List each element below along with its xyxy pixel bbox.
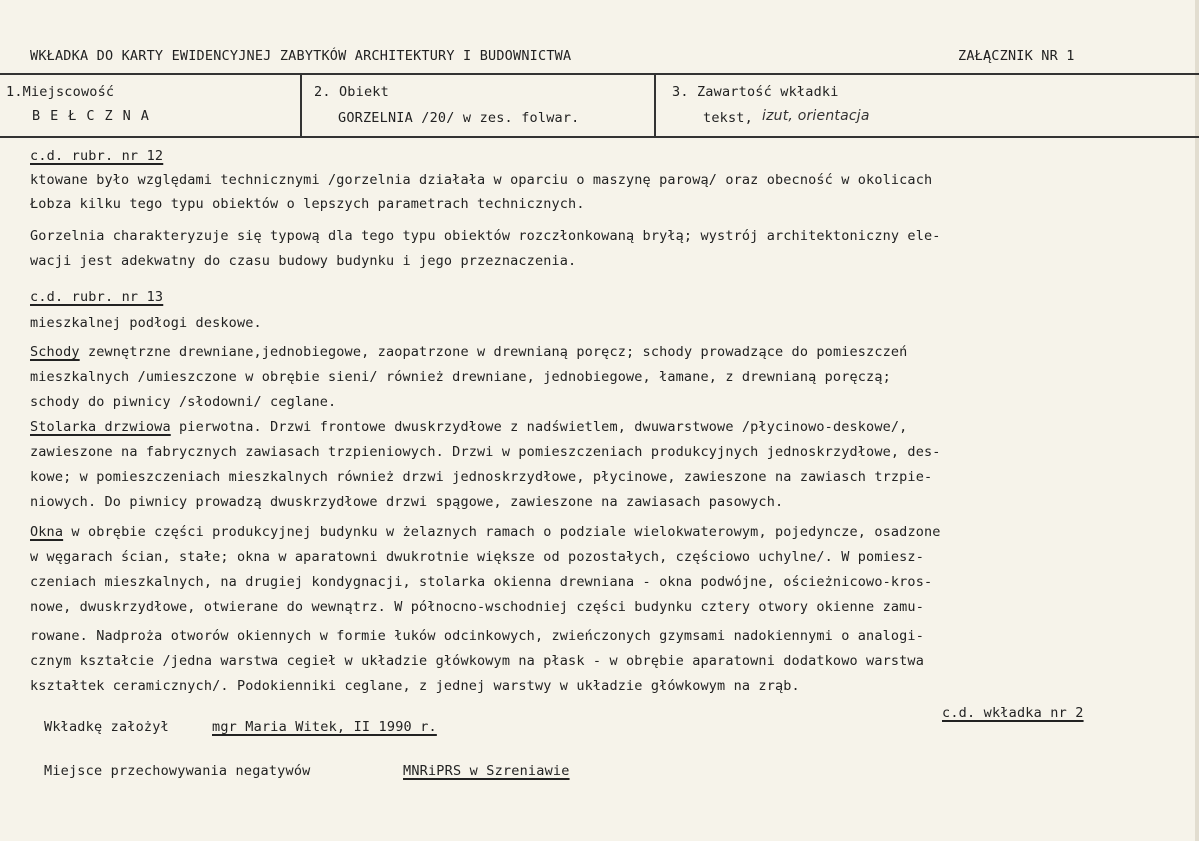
prepared-by-label: Wkładkę założył (44, 719, 169, 735)
section-13-line: w węgarach ścian, stałe; okna w aparatowni dwukrotnie większe od pozostałych, częściowo uchylne/. W pomiesz- (30, 549, 924, 565)
section-13-line: kowe; w pomieszczeniach mieszkalnych również drzwi jednoskrzydłowe, płycinowe, zawieszone na zawiasch trzpie- (30, 469, 933, 485)
section-13-line: niowych. Do piwnicy prowadzą dwuskrzydłowe drzwi spągowe, zawieszone na zawiasach pasowych. (30, 494, 784, 510)
section-12-line: Łobza kilku tego typu obiektów o lepszych parametrach technicznych. (30, 196, 585, 212)
section-13-line: czeniach mieszkalnych, na drugiej kondygnacji, stolarka okienna drewniana - okna podwójne, ościeżnicowo-kros- (30, 574, 933, 590)
contents-value-handwritten: izut, orientacja (762, 108, 870, 124)
section-13-line: schody do piwnicy /słodowni/ ceglane. (30, 394, 337, 410)
section-13-line: kształtek ceramicznych/. Podokienniki ceglane, z jednej warstwy w układzie główkowym na zrąb. (30, 678, 800, 694)
page-edge (1195, 0, 1199, 841)
section-13-line: mieszkalnej podłogi deskowe. (30, 315, 262, 331)
contents-value-typed: tekst, (703, 110, 753, 126)
attachment-number: ZAŁĄCZNIK NR 1 (958, 48, 1075, 64)
section-13-line: mieszkalnych /umieszczone w obrębie sieni/ również drewniane, jednobiegowe, łamane, z drewnianą poręczą; (30, 369, 891, 385)
document-title: WKŁADKA DO KARTY EWIDENCYJNEJ ZABYTKÓW ARCHITEKTURY I BUDOWNICTWA (30, 48, 572, 64)
field-divider-2 (654, 73, 656, 136)
section-12-line: wacji jest adekwatny do czasu budowy budynku i jego przeznaczenia. (30, 253, 577, 269)
section-12-line: Gorzelnia charakteryzuje się typową dla tego typu obiektów rozczłonkowaną bryłą; wystrój architektoniczny ele- (30, 228, 941, 244)
section-13-line: nowe, dwuskrzydłowe, otwierane do wewnątrz. W północno-wschodniej części budynku cztery otwory okienne zamu- (30, 599, 924, 615)
section-13-line: cznym kształcie /jedna warstwa cegieł w układzie główkowym na płask - w obrębie aparatowni dodatkowo warstwa (30, 653, 924, 669)
section-13-line: Stolarka drzwiowa pierwotna. Drzwi frontowe dwuskrzydłowe z nadświetlem, dwuwarstwowe /płycinowo-deskowe/, (30, 419, 908, 435)
contents-label: 3. Zawartość wkładki (672, 84, 839, 100)
section-heading-13: c.d. rubr. nr 13 (30, 289, 164, 305)
negatives-label: Miejsce przechowywania negatywów (44, 763, 311, 779)
locality-label: 1.Miejscowość (6, 84, 115, 100)
fields-rule (0, 136, 1199, 138)
field-divider-1 (300, 73, 302, 136)
prepared-by-value: mgr Maria Witek, II 1990 r. (212, 719, 437, 735)
object-label: 2. Obiekt (314, 84, 389, 100)
section-13-line: Schody zewnętrzne drewniane,jednobiegowe, zaopatrzone w drewnianą poręcz; schody prowadzące do pomieszczeń (30, 344, 908, 360)
negatives-value: MNRiPRS w Szreniawie (403, 763, 570, 779)
section-12-line: ktowane było względami technicznymi /gorzelnia działała w oparciu o maszynę parową/ oraz obecność w okolicach (30, 172, 933, 188)
object-value: GORZELNIA /20/ w zes. folwar. (338, 110, 580, 126)
header-rule (0, 73, 1199, 75)
locality-value: BEŁCZNA (32, 108, 159, 124)
section-heading-12: c.d. rubr. nr 12 (30, 148, 164, 164)
section-13-line: zawieszone na fabrycznych zawiasach trzpieniowych. Drzwi w pomieszczeniach produkcyjnych jednoskrzydłowe, des- (30, 444, 941, 460)
underlined-term: Okna (30, 524, 64, 540)
underlined-term: Stolarka drzwiowa (30, 419, 171, 435)
continued-note: c.d. wkładka nr 2 (942, 705, 1084, 721)
underlined-term: Schody (30, 344, 80, 360)
section-13-line: Okna w obrębie części produkcyjnej budynku w żelaznych ramach o podziale wielokwaterowym, pojedyncze, osadzone (30, 524, 941, 540)
section-13-line: rowane. Nadproża otworów okiennych w formie łuków odcinkowych, zwieńczonych gzymsami nadokiennymi o analogi- (30, 628, 924, 644)
